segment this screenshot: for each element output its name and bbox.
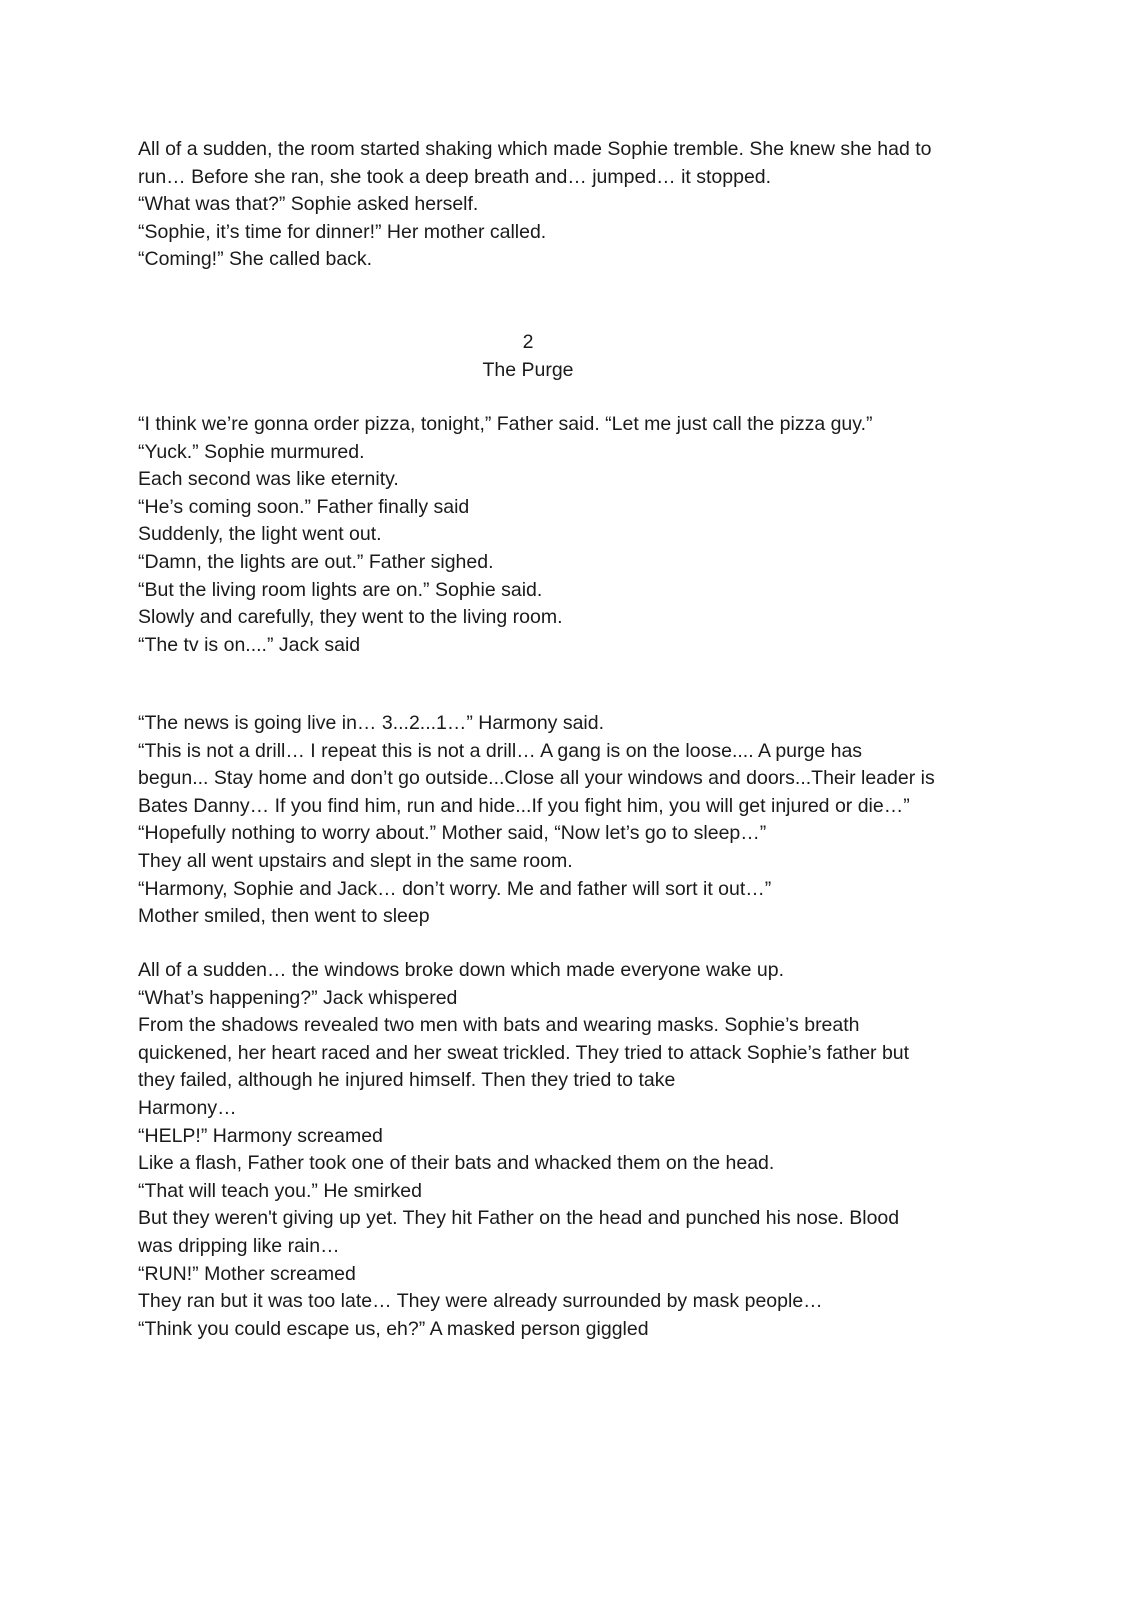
text-line: From the shadows revealed two men with bats and wearing masks. Sophie’s breath xyxy=(138,1014,860,1037)
text-line: Slowly and carefully, they went to the living room. xyxy=(138,606,563,629)
text-line: They ran but it was too late… They were already surrounded by mask people… xyxy=(138,1290,823,1313)
text-line: All of a sudden, the room started shaking which made Sophie tremble. She knew she had to xyxy=(138,138,932,160)
text-line: “Harmony, Sophie and Jack… don’t worry. Me and father will sort it out…” xyxy=(138,877,772,900)
paragraph-pizza xyxy=(138,411,1018,659)
text-line: begun... Stay home and don’t go outside...Close all your windows and doors...Their leader is xyxy=(138,767,935,790)
text-line: “This is not a drill… I repeat this is not a drill… A gang is on the loose.... A purge has xyxy=(138,739,863,762)
text-line: “HELP!” Harmony screamed xyxy=(138,1124,383,1147)
paragraph-news xyxy=(138,710,1018,931)
text-line: “The news is going live in… 3...2...1…” Harmony said. xyxy=(138,712,605,734)
text-line: run… Before she ran, she took a deep breath and… jumped… it stopped. xyxy=(138,165,772,188)
text-line: Each second was like eternity. xyxy=(138,468,399,491)
text-line: quickened, her heart raced and her sweat trickled. They tried to attack Sophie’s father but xyxy=(138,1041,910,1064)
text-line: “Hopefully nothing to worry about.” Mother said, “Now let’s go to sleep…” xyxy=(138,822,767,845)
text-line: “He’s coming soon.” Father finally said xyxy=(138,495,470,518)
text-line: “What’s happening?” Jack whispered xyxy=(138,986,458,1009)
text-line: “Damn, the lights are out.” Father sighed. xyxy=(138,550,494,573)
text-line: “That will teach you.” He smirked xyxy=(138,1179,422,1202)
text-line: Bates Danny… If you find him, run and hide...If you fight him, you will get injured or die…” xyxy=(138,794,910,817)
paragraph-opening xyxy=(138,136,1018,274)
text-line: All of a sudden… the windows broke down which made everyone wake up. xyxy=(138,959,785,981)
text-line: “Think you could escape us, eh?” A masked person giggled xyxy=(138,1317,649,1340)
text-line: They all went upstairs and slept in the same room. xyxy=(138,849,573,872)
paragraph-attack xyxy=(138,957,1018,1343)
text-line: was dripping like rain… xyxy=(138,1234,340,1257)
text-line: Suddenly, the light went out. xyxy=(138,523,382,546)
text-line: “Coming!” She called back. xyxy=(138,248,373,271)
text-line: they failed, although he injured himself. Then they tried to take xyxy=(138,1069,676,1092)
text-line: Harmony… xyxy=(138,1096,237,1119)
chapter-heading xyxy=(138,329,918,384)
text-line: “RUN!” Mother screamed xyxy=(138,1262,356,1285)
text-line: “Yuck.” Sophie murmured. xyxy=(138,440,365,463)
text-line: “What was that?” Sophie asked herself. xyxy=(138,193,479,216)
chapter-number: 2 xyxy=(522,331,534,353)
text-line: “But the living room lights are on.” Sophie said. xyxy=(138,578,543,601)
text-line: Mother smiled, then went to sleep xyxy=(138,905,430,928)
chapter-title: The Purge xyxy=(482,358,574,381)
text-line: But they weren't giving up yet. They hit Father on the head and punched his nose. Blood xyxy=(138,1207,900,1230)
text-line: “Sophie, it’s time for dinner!” Her mother called. xyxy=(138,220,547,243)
text-line: “The tv is on....” Jack said xyxy=(138,633,361,656)
text-line: Like a flash, Father took one of their bats and whacked them on the head. xyxy=(138,1152,775,1175)
text-line: “I think we’re gonna order pizza, tonight,” Father said. “Let me just call the pizza guy.” xyxy=(138,413,873,435)
